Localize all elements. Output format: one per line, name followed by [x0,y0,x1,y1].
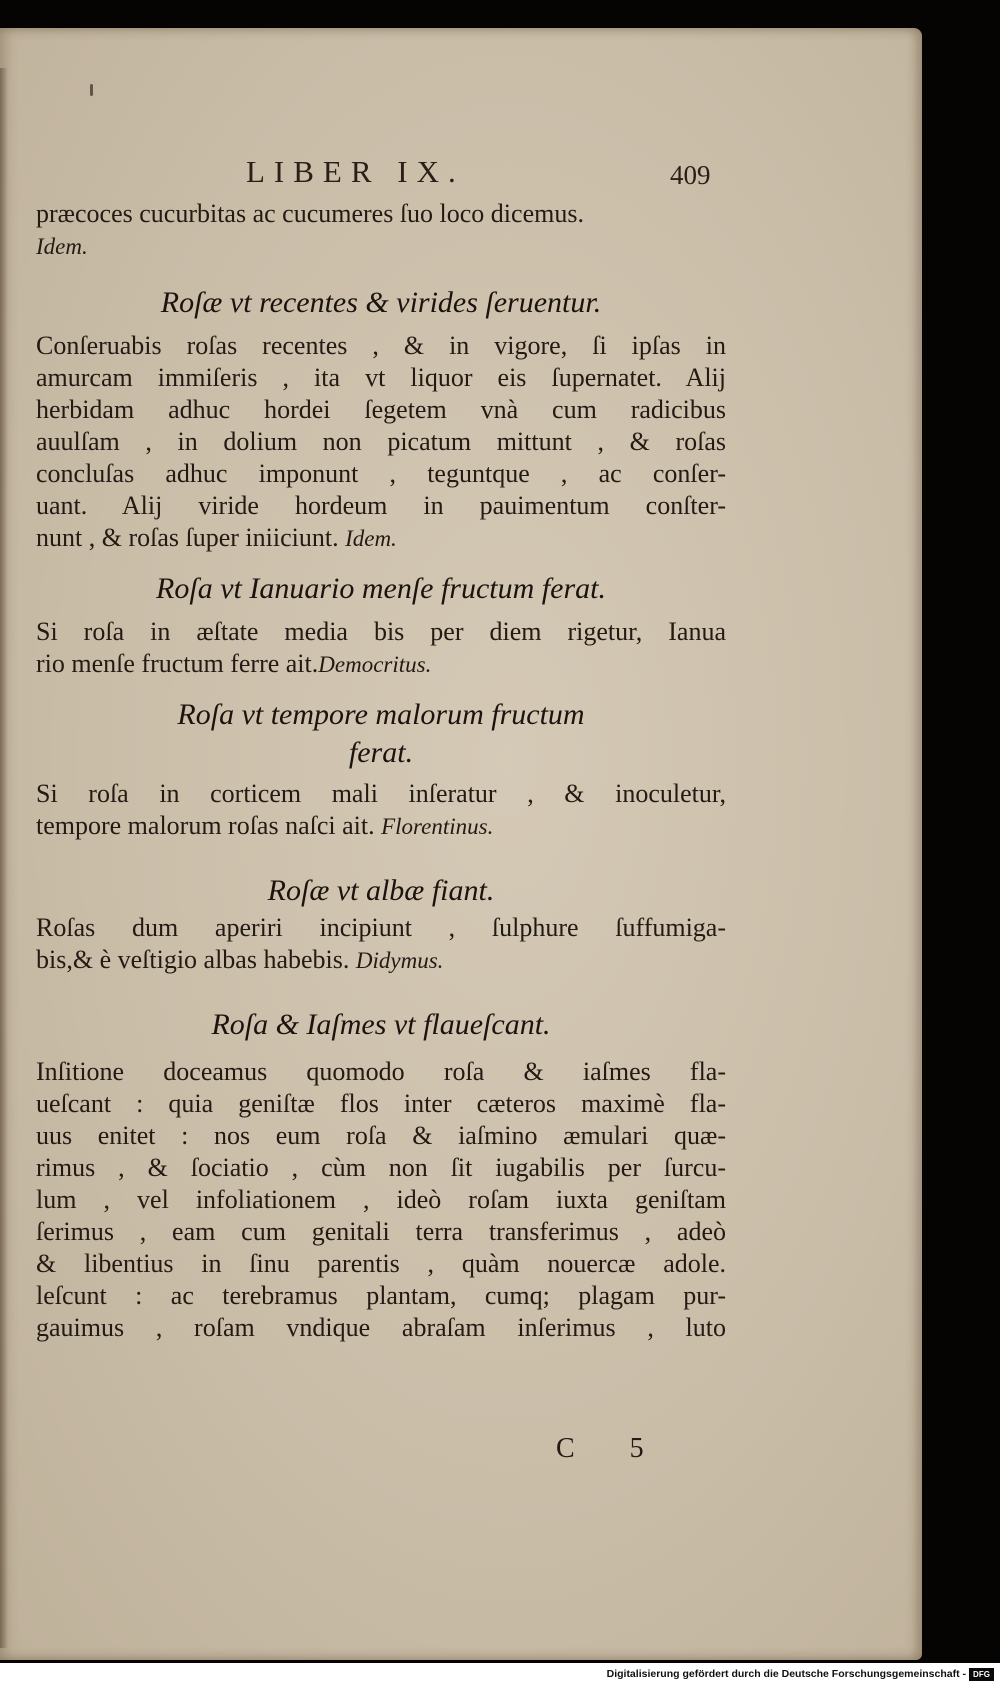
section-heading-continuation: ferat. [348,736,414,769]
source-attribution: Democritus. [318,652,432,677]
text-line: præcoces cucurbitas ac cucumeres ſuo loco dicemus. [36,199,584,228]
digitization-credit: Digitalisierung gefördert durch die Deutsche Forschungsgemeinschaft - [606,1668,966,1680]
text-line: Conſeruabis roſas recentes , & in vigore, ſi ipſas in [36,331,726,360]
text-line-with-source [36,522,726,554]
text-line: uant. Alij viride hordeum in pauimentum conſter- [36,491,726,520]
text-line: herbidam adhuc hordei ſegetem vnà cum radicibus [36,395,726,424]
text-line: Inſitione doceamus quomodo roſa & iaſmes fla- [36,1057,726,1086]
footer-bar [0,1663,1000,1687]
running-head [0,148,922,198]
text-line: auulſam , in dolium non picatum mittunt , & roſas [36,427,726,456]
page-text [36,198,726,1344]
section-heading: Roſæ vt recentes & virides ſeruentur. [160,286,602,319]
source-attribution: Idem. [345,526,397,551]
text-line: bis,& è veſtigio albas habebis. [36,945,350,974]
text-line: Si roſa in æſtate media bis per diem rigetur, Ianua [36,617,726,646]
ink-mark [90,84,93,96]
section-heading: Roſa vt tempore malorum fructum [177,698,585,731]
text-line: & libentius in ſinu parentis , quàm nouercæ adole. [36,1249,726,1278]
book-page [0,28,922,1660]
text-line: amurcam immiſeris , ita vt liquor eis ſupernatet. Alij [36,363,726,392]
text-line: ueſcant : quia geniſtæ flos inter cæteros maximè fla- [36,1089,726,1118]
text-line: uus enitet : nos eum roſa & iaſmino æmulari quæ- [36,1121,726,1150]
source-attribution: Florentinus. [381,814,494,839]
text-line-with-source [36,648,726,680]
book-title: LIBER IX. [246,154,465,189]
page-number: 409 [670,160,711,190]
text-line-with-source [36,944,726,976]
text-line: rimus , & ſociatio , cùm non ſit iugabilis per ſurcu- [36,1153,726,1182]
text-line: rio menſe fructum ferre ait. [36,649,319,678]
dfg-logo: DFG [969,1668,994,1681]
section-heading: Roſa vt Ianuario menſe fructum ferat. [156,572,606,605]
source-line [36,230,726,262]
section-heading: Roſa & Iaſmes vt flaueſcant. [211,1008,551,1041]
text-line: nunt , & roſas ſuper iniiciunt. [36,523,339,552]
text-line: gauimus , roſam vndique abraſam inſerimus , luto [36,1313,726,1342]
text-line: leſcunt : ac terebramus plantam, cumq; plagam pur- [36,1281,726,1310]
text-line: ſerimus , eam cum genitali terra transferimus , adeò [36,1217,726,1246]
signature-mark: C 5 [556,1433,668,1464]
text-line: Roſas dum aperiri incipiunt , ſulphure ſuffumiga- [36,913,726,942]
text-line: Si roſa in corticem mali inſeratur , & inoculetur, [36,779,726,808]
section-heading: Roſæ vt albæ fiant. [267,874,495,907]
text-line: tempore malorum roſas naſci ait. [36,811,375,840]
source-attribution: Didymus. [355,948,444,973]
text-line-with-source [36,810,726,842]
text-line: concluſas adhuc imponunt , teguntque , ac conſer- [36,459,726,488]
page-gutter-shadow [0,68,8,1648]
source-attribution: Idem. [36,234,88,259]
text-line: lum , vel infoliationem , ideò roſam iuxta geniſtam [36,1185,726,1214]
